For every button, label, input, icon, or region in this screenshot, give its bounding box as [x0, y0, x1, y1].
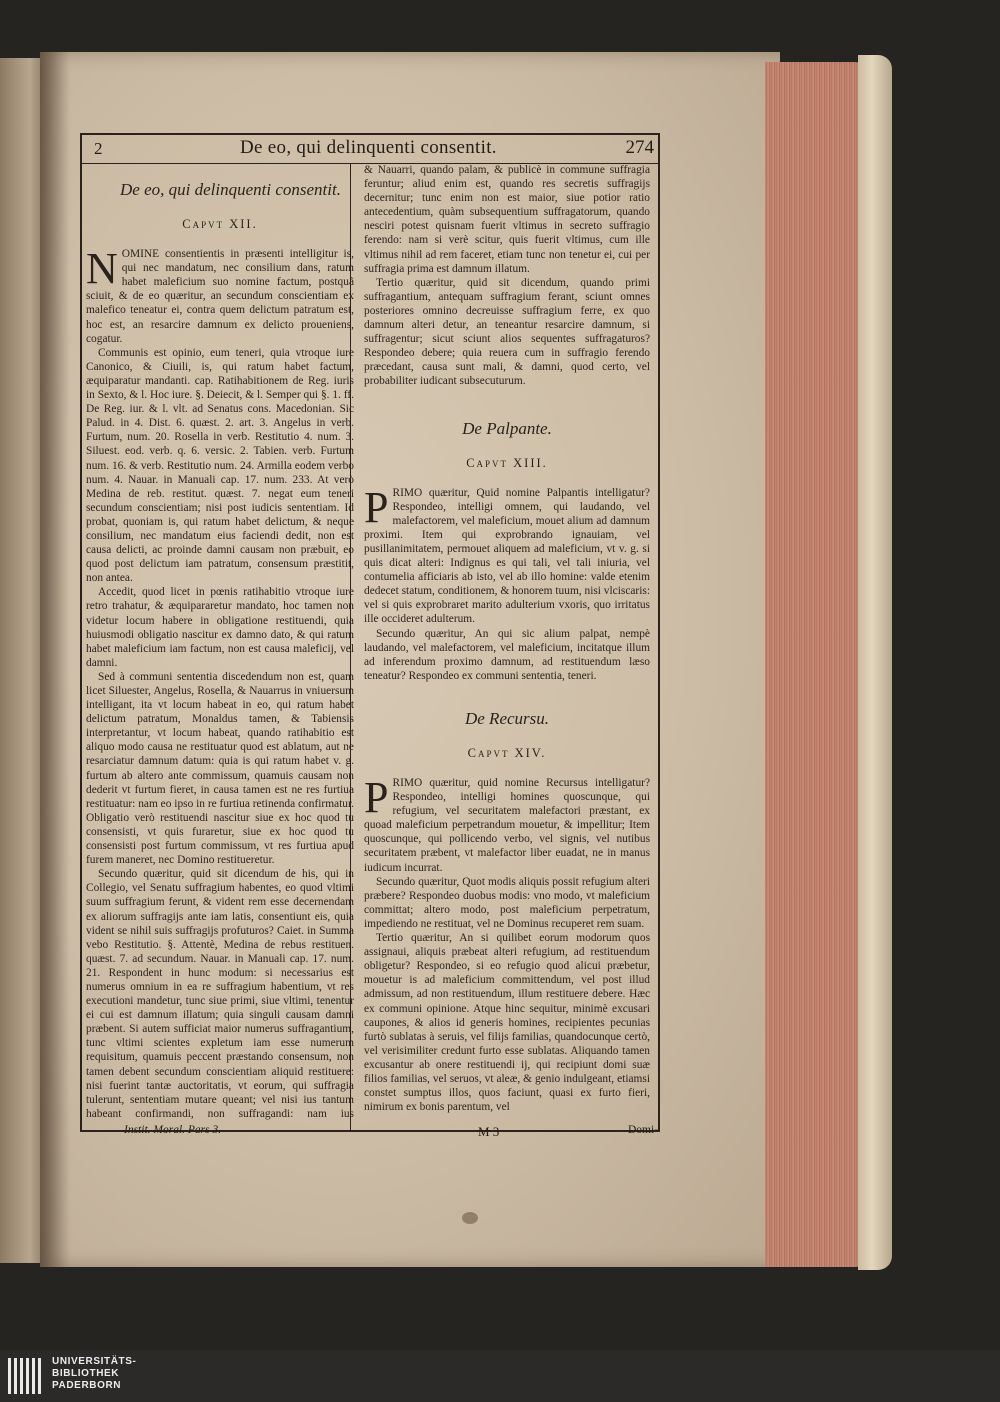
paragraph: Secundo quæritur, An qui sic alium palpat, nempè laudando, vel malefactorem, vel maleficium, incitatque illum ad inferendum proximo damnum, ad restituendum læso teneatur? Respondeo ex communi sententia, teneri.: [364, 627, 650, 682]
signature-mark: M 3: [478, 1124, 500, 1139]
chapter-heading-xiv: Capvt XIV.: [467, 745, 547, 760]
drop-cap: N: [86, 244, 118, 294]
paragraph: Sed à communi sententia discedendum non est, quam licet Siluester, Angelus, Rosella, & Nauarrus in vniuersum intelligant, ita vt locum habeat in eo, qui ratum habet delictum patratum, Monaldus tamen, & Tabiensis interpretantur, vt locum habeat, quando ratihabitio est aliquo modo causa ne restituatur quod est ablatum, aut ne resarciatur damnum datum: quia is qui ratum habet v. g. furtum ab altero ante commissum, quamuis causam non dederit vt furtum fieret, in causa tamen est ne res furtiua restituatur: nam eo ipso in re furtiua retinenda confirmatur. Obligatio verò restituendi nascitur siue ex hoc quod tu consensisti, vt quis furaretur, siue ex hoc quod tu consensisti post furtum commissum, vt res furtiua apud furem maneret, nec Domino restitueretur.: [86, 670, 354, 867]
book-cover-edge: [858, 55, 892, 1270]
paragraph: Tertio quæritur, An si quilibet eorum modorum quos assignaui, aliquis præbeat alteri refugium, ad restituendum obligetur? Respondeo, si eo refugio quod alicui præbetur, mouetur is ad maleficium committendum, vel post illud admissum, ad non restituendum, illum restituere debere. Hæc ex communi opinione. Atque hinc sequitur, minimè excusari caupones, & alios id generis homines, recipientes pecunias furtò sublatas à seruis, vel filijs familias, quandocunque certò, vel verisimiliter credunt furto esse sublatas. Aliquando tamen excusantur ab onere restituendi ij, qui recipiunt domi suæ filios familias, vel seruos, vt aleæ, & genio indulgeant, etiamsi constet sumptus illos, quos faciunt, quasi ex furto fieri, nimirum ex bonis parentum, vel: [364, 932, 650, 1114]
page-number: 274: [625, 137, 654, 158]
column-right: [364, 163, 650, 1123]
drop-cap: P: [364, 773, 389, 822]
chapter-heading-xii: Capvt XII.: [182, 217, 258, 231]
logo-line-2: BIBLIOTHEK: [52, 1368, 120, 1379]
section-title-consent: De eo, qui delinquenti consentit.: [120, 180, 341, 199]
library-logo-icon: [8, 1358, 44, 1394]
paper-stain: [462, 1212, 478, 1224]
paragraph: Accedit, quod licet in pœnis ratihabitio vtroque iure retro trahatur, & æquipararetur mandato, hoc tamen non videtur locum habere in obligatione restituendi, quia huiusmodi obligatio nascitur ex damno dato, & qui ratum habet maleficium iam factum, non est causa maleficij, vel damni.: [86, 586, 354, 669]
section-title-palpante: De Palpante.: [462, 418, 552, 438]
logo-line-1: UNIVERSITÄTS-: [52, 1356, 137, 1367]
left-page-fragment-number: 2: [94, 139, 103, 158]
running-head-title: De eo, qui delinquenti consentit.: [240, 137, 497, 158]
page-edges: [765, 62, 865, 1267]
chapter-heading-xiii: Capvt XIII.: [466, 455, 548, 470]
section-title-recursu: De Recursu.: [464, 708, 550, 728]
library-logo-text: [52, 1356, 136, 1392]
running-head: [80, 136, 660, 162]
logo-line-3: PADERBORN: [52, 1380, 122, 1391]
column-left: [86, 170, 354, 1122]
paragraph: NOMINE consentientis in præsenti intelligitur is, qui nec mandatum, nec consilium dans, ratum habet maleficium suo nomine factum, postquã sciuit, & de eo quæritur, an secundum conscientiam ex malefico teneatur ei, contra quem delictum patratum est, hoc est, an resarcire damnum ex delicto proueniens, cogatur.: [86, 244, 354, 345]
page-gutter-shadow: [40, 52, 70, 1267]
drop-cap: P: [364, 482, 389, 532]
signature-line: Instit. Moral. Pars 3.: [124, 1124, 222, 1136]
paragraph: PRIMO quæritur, quid nomine Recursus intelligatur? Respondeo, intelligi homines quoscunque, qui refugium, vel securitatem malefactori præstant, ex quoad maleficium perpetrandum mouetur, & impellitur; Item quoscunque, qui pollicendo verbo, vel signis, vel nutibus securitatem præbent, vt malefactor liber euadat, ne in manus iudicum incurrat.: [364, 773, 650, 874]
paragraph: & Nauarri, quando palam, & publicè in commune suffragia feruntur; aliud enim est, quando res secretis suffragijs decernitur; tunc enim non est maior, siue potior ratio antecedentium, quàm subsequentium suffragatorum, quando nesciri potest quisnam fuerit vltimus in secreto suffragio ferendo: nam si verè scitur, quis fuerit vltimus, cum ille vltimus nihil ad rem faceret, etiam tunc non tenetur ei, cui per suffragia prima est damnum illatum.: [364, 164, 650, 275]
paragraph: PRIMO quæritur, Quid nomine Palpantis intelligatur? Respondeo, intelligi omnem, qui laudando, vel malefactorem, vel maleficium, mouet alium ad damnum proximi. Item qui exprobrando ignauiam, vel pusillanimitatem, permouet aliquem ad maleficium, vt v. g. si quis dicat alteri: Indignus es qui tali, vel tali iniuria, vel contumelia afficiaris ab isto, vel ab illo homine: valde etenim dedecet statum, conditionem, & honorem tuum, nisi vlciscaris: vel si quis exprobraret marito adulterium vxoris, quo irritatus ille occideret adulterum.: [364, 482, 650, 626]
paragraph: Secundo quæritur, quid sit dicendum de his, qui in Collegio, vel Senatu suffragium habentes, eo quod vltimi suum suffragium ferunt, & vident rem esse decernendam ex aliorum suffragijs ante iam latis, consentiunt eis, quia vident se nihil suis suffragijs profuturos? Caiet. in Summa vebo Restitutio. §. Attentè, Medina de rebus restituen. quæst. 7. ad secundum. Nauar. in Manuali cap. 17. num. 21. Respondent in hunc modum: si necessarius est numerus omnium in ea re suffragium habentium, vt res executioni mandetur, tunc siue primi, siue vltimi, tenentur ei cui est damnum illatum; quia singuli causam damni præbent. Si autem sufficiat maior numerus suffragantium, tunc vltimi scientes expletum iam esse numerum requisitum, quamuis peccent præstando consensum, non tamen debent secundum conscientiam aliquid restituere: nisi fuerint tantæ auctoritatis, vt eorum, qui suffragia tulerunt, sententiam mutare queant; vel nisi ius tantum habeant confirmandi, non suffragandi: nam ius: [86, 868, 354, 1120]
catchword: Domi-: [628, 1124, 659, 1136]
paragraph: Secundo quæritur, Quot modis aliquis possit refugium alteri præbere? Respondeo duobus modis: vno modo, vt maleficium committat; altero modo, post maleficium perpetratum, impediendo ne restituat, vel ne Dominus recuperet rem suam.: [364, 875, 650, 930]
paragraph: Tertio quæritur, quid sit dicendum, quando primi suffragantium, antequam suffragium ferant, sciunt omnes posteriores omnino decreuisse suffragium ferre, ex quo damnum alteri detur, an teneantur resarcire damnum, si suffragentur; sicut sciunt alios sequentes suffragaturos? Respondeo debere; quia reuera cum in suffragio ferendo præcedant, causa sunt mali, & damni, quod certo, vel probabiliter iudicant subsecuturum.: [364, 276, 650, 388]
paragraph: Communis est opinio, eum teneri, quia vtroque iure Canonico, & Ciuili, is, qui ratum habet factum, æquiparatur mandanti. cap. Ratihabitionem de Reg. iuris in Sexto, & l. Hoc iure. §. Deiecit, & l. Semper qui §. 1. ff. De Reg. iur. & l. vlt. ad Senatus cons. Macedonian. Sic Palud. in 4. Dist. 6. quæst. 2. art. 3. Angelus in verb. Furtum, num. 20. Rosella in verb. Restitutio 4. num. 3. Siluest. eod. verb. q. 6. versic. 2. Tabien. verb. Furtum num. 16. & verb. Restitutio num. 24. Armilla eodem verbo num. 4. Nauar. in Manuali cap. 17. num. 233. At verò Medina de reb. restitut. quæst. 7. negat eum teneri secundum conscientiam; nisi post iudicis sententiam. Id probat, quoniam is, qui ratum habet delictum, & neque consilium, nec mandatum eius faciendi dedit, non est causa delicti, ac proinde damni causam non præbuit, eo quod post delictum iam patratum, consensum præstitit, non antea.: [86, 346, 354, 585]
library-logo-bar: [0, 1350, 1000, 1402]
